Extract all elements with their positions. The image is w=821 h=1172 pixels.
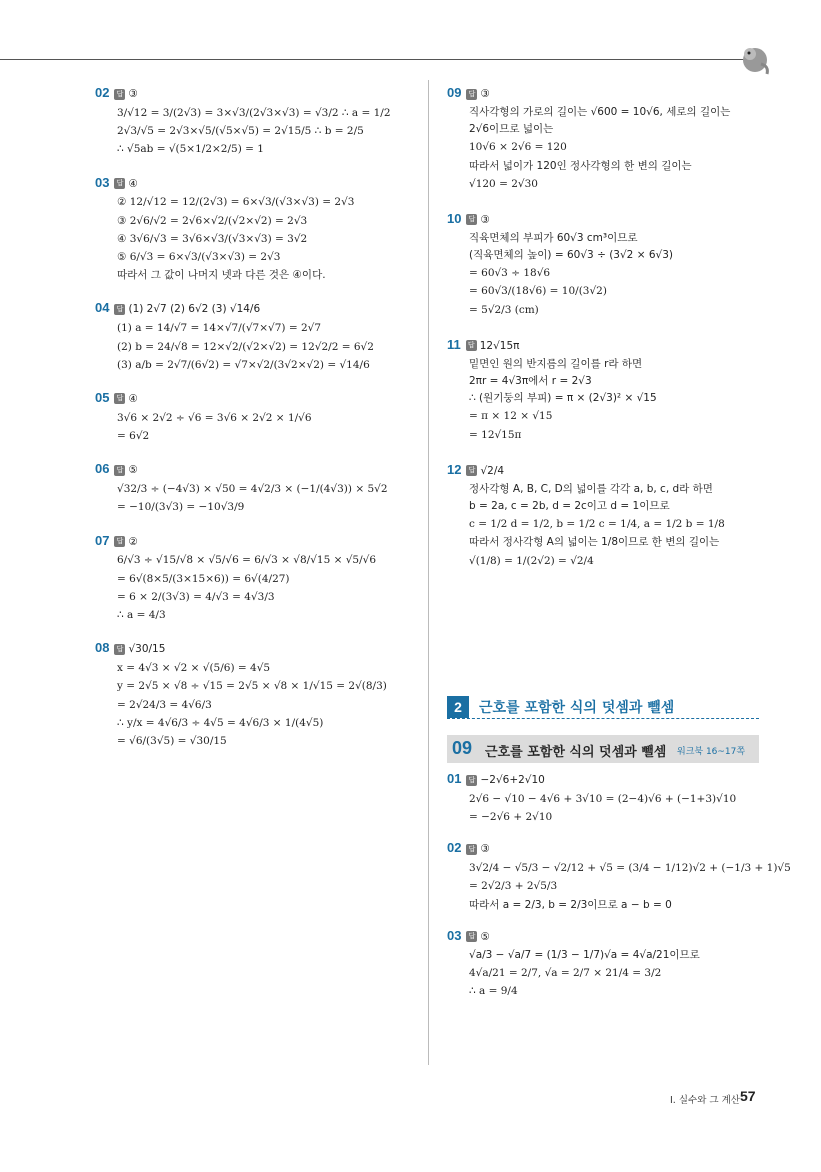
problem-solution [95,460,415,515]
problem-number: 07 [95,532,110,548]
solution-line: 따라서 그 값이 나머지 넷과 다른 것은 ④이다. [117,269,326,282]
answer-value: √2/4 [480,464,505,477]
solution-line: = −2√6 + 2√10 [469,811,553,824]
problem-solution [447,770,769,825]
answer-badge: 답 [114,393,125,404]
solution-line: ② 12/√12 = 12/(2√3) = 6×√3/(√3×√3) = 2√3 [117,196,355,209]
solution-line: 밑면인 원의 반지름의 길이를 r라 하면 [469,357,643,370]
solution-line: = π × 12 × √15 [469,410,553,423]
answer-badge: 답 [466,89,477,100]
problem-solution [95,389,415,444]
solution-line: = 2√24/3 = 4√6/3 [117,698,212,711]
answer-value: −2√6+2√10 [480,774,545,786]
solution-line: √32/3 ÷ (−4√3) × √50 = 4√2/3 × (−1/(4√3)) × 5√2 [117,483,388,496]
answer-value: ⑤ [128,464,138,477]
solution-line: x = 4√3 × √2 × √(5/6) = 4√5 [117,662,271,675]
solution-line: 따라서 a = 2/3, b = 2/3이므로 a − b = 0 [469,898,672,911]
solution-line: (3) a/b = 2√7/(6√2) = √7×√2/(3√2×√2) = √14/6 [117,358,370,371]
answer-badge: 답 [114,178,125,189]
answer-badge: 답 [114,536,125,547]
problem-header [447,770,769,789]
problem-number: 03 [447,927,462,943]
answer-value: ③ [480,213,490,226]
answer-value: ③ [480,843,490,856]
problem-header [95,84,415,103]
solution-line: b = 2a, c = 2b, d = 2c이고 d = 1이므로 [469,499,670,512]
solution-line: ⑤ 6/√3 = 6×√3/(√3×√3) = 2√3 [117,251,281,263]
answer-badge: 답 [466,214,477,225]
problem-solution [95,174,415,284]
solution-line: = 12√15π [469,428,522,441]
answer-badge: 답 [466,340,477,351]
problem-number: 01 [447,771,462,786]
solution-line: 따라서 정사각형 A의 넓이는 1/8이므로 한 변의 길이는 [469,536,720,549]
solution-line: 2√6이므로 넓이는 [469,123,554,136]
solution-line: ∴ √5ab = √(5×1/2×2/5) = 1 [117,143,264,156]
column-divider [428,80,429,1065]
solution-line: = 2√2/3 + 2√5/3 [469,880,558,893]
solution-line: = 6√(8×5/(3×15×6)) = 6√(4/27) [117,572,290,585]
problem-header [95,174,415,193]
problem-number: 02 [95,85,110,100]
header-rule [0,59,755,60]
answer-value: ③ [128,88,138,100]
solution-line: (2) b = 24/√8 = 12×√2/(√2×√2) = 12√2/2 = 6√2 [117,340,374,353]
solution-line: ∴ (원기둥의 부피) = π × (2√3)² × √15 [469,392,657,405]
answer-value: ④ [128,177,138,190]
problem-header [447,84,769,103]
problem-number: 09 [447,85,462,100]
solution-line: 직사각형의 가로의 길이는 √600 = 10√6, 세로의 길이는 [469,105,731,118]
problem-number: 05 [95,389,110,405]
solution-line: 10√6 × 2√6 = 120 [469,141,567,154]
solution-line: 3√2/4 − √5/3 − √2/12 + √5 = (3/4 − 1/12)√2 + (−1/3 + 1)√5 [469,862,791,875]
solution-line: √(1/8) = 1/(2√2) = √2/4 [469,554,594,567]
problem-solution [95,299,415,373]
problem-header [447,336,769,355]
answer-badge: 답 [466,465,477,476]
answer-badge: 답 [114,89,125,100]
answer-badge: 답 [114,304,125,315]
problem-header [95,299,415,318]
problem-header [447,210,769,229]
problem-number: 04 [95,300,110,316]
solution-line: ④ 3√6/√3 = 3√6×√3/(√3×√3) = 3√2 [117,232,308,245]
solution-line: = 60√3 ÷ 18√6 [469,267,551,280]
problem-header [95,532,415,551]
answer-value: ③ [480,88,490,100]
section-title: 근호를 포함한 식의 덧셈과 뺄셈 [479,700,675,716]
answer-value: (1) 2√7 (2) 6√2 (3) √14/6 [128,303,261,316]
solution-line: 3/√12 = 3/(2√3) = 3×√3/(2√3×√3) = √3/2 ∴ a = 1/2 [117,106,391,119]
solution-line: 2√6 − √10 − 4√6 + 3√10 = (2−4)√6 + (−1+3)√10 [469,792,737,805]
problem-header [95,389,415,408]
workbook-reference: 워크북 16~17쪽 [677,747,746,757]
solution-line: = √6/(3√5) = √30/15 [117,734,227,747]
answer-value: ④ [128,392,138,405]
problem-solution [447,210,769,318]
problem-number: 12 [447,461,462,477]
problem-header [447,839,769,858]
solution-line: ③ 2√6/√2 = 2√6×√2/(√2×√2) = 2√3 [117,214,308,227]
answer-value: ⑤ [480,930,490,943]
solution-line: 직육면체의 부피가 60√3 cm³이므로 [469,231,638,244]
solution-line: 2πr = 4√3π에서 r = 2√3 [469,374,592,387]
problem-solution [447,84,769,192]
solution-line: = 6 × 2/(3√3) = 4/√3 = 4√3/3 [117,590,275,603]
answer-value: 12√15π [479,339,520,352]
problem-header [95,460,415,479]
problem-number: 06 [95,461,110,477]
problem-number: 02 [447,840,462,856]
lesson-solutions [447,770,791,1013]
solution-line: 따라서 넓이가 120인 정사각형의 한 변의 길이는 [469,159,692,172]
section-number: 2 [447,696,469,718]
problem-header [447,461,769,480]
problem-number: 10 [447,210,462,226]
solution-line: 2√3/√5 = 2√3×√5/(√5×√5) = 2√15/5 ∴ b = 2/5 [117,125,364,138]
problem-solution [95,84,415,158]
problem-solution [447,839,791,913]
answer-badge: 답 [466,931,477,942]
solution-line: ∴ y/x = 4√6/3 ÷ 4√5 = 4√6/3 × 1/(4√5) [117,716,324,729]
answer-value: ② [128,535,138,548]
solution-line: 6/√3 ÷ √15/√8 × √5/√6 = 6/√3 × √8/√15 × √5/√6 [117,554,377,567]
mascot-icon [735,42,771,78]
solution-line: 3√6 × 2√2 ÷ √6 = 3√6 × 2√2 × 1/√6 [117,411,312,424]
solution-line: y = 2√5 × √8 ÷ √15 = 2√5 × √8 × 1/√15 = 2√(8/3) [117,680,387,693]
solution-line: (직육면체의 높이) = 60√3 ÷ (3√2 × 6√3) [469,249,673,261]
problem-number: 03 [95,174,110,190]
lesson-number: 09 [452,738,473,758]
right-column [447,84,769,587]
section-header [447,696,759,719]
solution-line: = 5√2/3 (cm) [469,303,539,316]
problem-solution [95,639,415,749]
problem-solution [447,336,769,443]
solution-line: = 60√3/(18√6) = 10/(3√2) [469,285,607,298]
solution-line: ∴ a = 4/3 [117,609,166,621]
problem-header [447,927,769,946]
problem-solution [447,927,769,1000]
problem-solution [95,532,415,624]
solution-line: 정사각형 A, B, C, D의 넓이를 각각 a, b, c, d라 하면 [469,482,713,495]
solution-line: √120 = 2√30 [469,177,538,190]
problem-solution [447,461,769,569]
lesson-title: 근호를 포함한 식의 덧셈과 뺄셈 [485,745,667,760]
answer-badge: 답 [466,775,477,786]
lesson-header [447,735,759,763]
problem-number: 08 [95,640,110,656]
left-column [95,84,415,765]
problem-header [95,639,415,658]
chapter-label: I. 실수와 그 계산 [670,1095,740,1106]
answer-badge: 답 [466,844,477,855]
problem-number: 11 [447,336,461,352]
solution-line: (1) a = 14/√7 = 14×√7/(√7×√7) = 2√7 [117,322,322,335]
solution-line: c = 1/2 d = 1/2, b = 1/2 c = 1/4, a = 1/2 b = 1/8 [469,518,725,531]
answer-badge: 답 [114,644,125,655]
answer-badge: 답 [114,465,125,476]
page-number: 57 [740,1088,756,1104]
solution-line: 4√a/21 = 2/7, √a = 2/7 × 21/4 = 3/2 [469,966,662,979]
solution-line: = −10/(3√3) = −10√3/9 [117,501,245,514]
solution-line: = 6√2 [117,430,150,442]
solution-line: √a/3 − √a/7 = (1/3 − 1/7)√a = 4√a/21이므로 [469,948,700,961]
solution-line: ∴ a = 9/4 [469,985,518,998]
answer-value: √30/15 [128,643,166,656]
